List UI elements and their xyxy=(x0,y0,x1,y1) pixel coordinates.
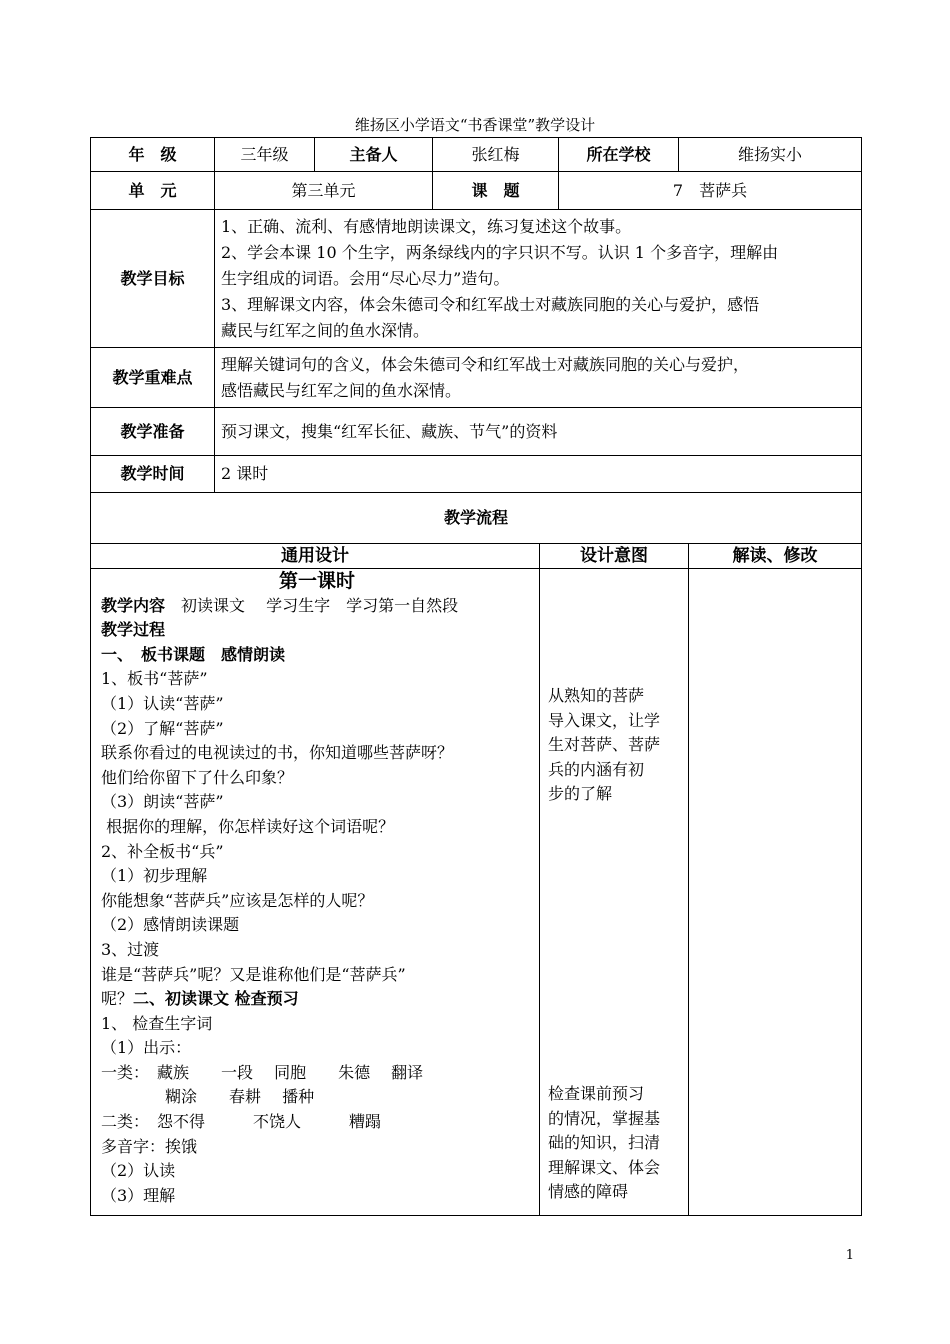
section-heading-1: 一、 板书课题 感情朗读 xyxy=(101,644,286,664)
step-line: 联系你看过的电视读过的书，你知道哪些菩萨呀？ xyxy=(101,743,454,763)
info-row-grade xyxy=(91,138,862,172)
difficulty-content xyxy=(215,348,862,408)
difficulty-line: 感悟藏民与红军之间的鱼水深情。 xyxy=(221,380,462,400)
time-value: 2 课时 xyxy=(215,456,862,493)
preparer-label: 主备人 xyxy=(315,138,433,172)
school-value: 维扬实小 xyxy=(679,138,862,172)
step-line: （2）了解“菩萨” xyxy=(101,718,224,738)
grade-value: 三年级 xyxy=(215,138,315,172)
process-label: 教学过程 xyxy=(101,620,166,640)
info-row-flow-title xyxy=(91,493,862,544)
unit-label: 单 元 xyxy=(91,172,215,210)
flow-body-row xyxy=(91,569,862,1216)
goal-line: 3、理解课文内容，体会朱德司令和红军战士对藏族同胞的关心与爱护，感悟 xyxy=(221,294,760,314)
time-label: 教学时间 xyxy=(91,456,215,493)
goal-line: 藏民与红军之间的鱼水深情。 xyxy=(221,320,430,340)
intent-note-2 xyxy=(548,1082,680,1205)
intent-line: 兵的内涵有初 xyxy=(548,759,645,779)
flow-header-row xyxy=(91,544,862,569)
info-row-time xyxy=(91,456,862,493)
general-design-cell xyxy=(91,569,540,1216)
intent-line: 导入课文，让学 xyxy=(548,710,661,730)
difficulty-line: 理解关键词句的含义，体会朱德司令和红军战士对藏族同胞的关心与爱护， xyxy=(221,354,750,374)
design-intent-cell xyxy=(540,569,689,1216)
flow-title: 教学流程 xyxy=(91,493,862,544)
goals-label: 教学目标 xyxy=(91,210,215,348)
flow-table xyxy=(90,543,862,1216)
revision-cell xyxy=(689,569,862,1216)
header-general-design: 通用设计 xyxy=(91,544,540,569)
info-table xyxy=(90,137,862,544)
intent-line: 的情况，掌握基 xyxy=(548,1108,661,1128)
goal-line: 2、学会本课 10 个生字，两条绿线内的字只识不写。认识 1 个多音字，理解由 xyxy=(221,242,779,262)
goal-line: 1、正确、流利、有感情地朗读课文，练习复述这个故事。 xyxy=(221,216,632,236)
step-line: （3）理解 xyxy=(101,1185,176,1205)
step-line: 谁是“菩萨兵”呢？又是谁称他们是“菩萨兵” xyxy=(101,964,406,984)
header-design-intent: 设计意图 xyxy=(540,544,689,569)
document-title: 维扬区小学语文“书香课堂”教学设计 xyxy=(354,116,596,134)
intent-line: 础的知识，扫清 xyxy=(548,1133,661,1153)
lesson-label: 课 题 xyxy=(433,172,559,210)
prep-label: 教学准备 xyxy=(91,408,215,456)
step-line: 二类： 怨不得 不饶人 糟蹋 xyxy=(101,1112,382,1132)
step-line: 多音字：挨饿 xyxy=(101,1136,198,1156)
step-line: （1）出示： xyxy=(101,1038,192,1058)
grade-label: 年 级 xyxy=(91,138,215,172)
goals-content xyxy=(215,210,862,348)
step-line: （1）认读“菩萨” xyxy=(101,693,224,713)
content-line xyxy=(101,594,533,619)
intent-line: 检查课前预习 xyxy=(548,1084,645,1103)
header-revision: 解读、修改 xyxy=(689,544,862,569)
unit-value: 第三单元 xyxy=(215,172,433,210)
intent-line: 生对菩萨、菩萨 xyxy=(548,735,661,755)
step-line: 一类： 藏族 一段 同胞 朱德 翻译 xyxy=(101,1062,424,1082)
preparer-value: 张红梅 xyxy=(433,138,559,172)
step-line: 糊涂 春耕 播种 xyxy=(101,1087,315,1107)
info-row-goals xyxy=(91,210,862,348)
step-line: 根据你的理解，你怎样读好这个词语呢？ xyxy=(101,816,395,836)
step-line: 2、补全板书“兵” xyxy=(101,841,224,861)
info-row-unit xyxy=(91,172,862,210)
step-line: （3）朗读“菩萨” xyxy=(101,792,224,812)
intent-line: 理解课文、体会 xyxy=(548,1157,661,1177)
step-line: 他们给你留下了什么印象？ xyxy=(101,767,294,787)
step-line: （1）初步理解 xyxy=(101,866,208,886)
step-line-prefix: 呢？ xyxy=(101,989,134,1009)
intent-note-1 xyxy=(548,684,680,807)
content-text: 初读课文 学习生字 学习第一自然段 xyxy=(165,595,459,615)
step-line xyxy=(101,987,533,1012)
intent-line: 步的了解 xyxy=(548,784,613,804)
content-label: 教学内容 xyxy=(101,595,166,615)
intent-line: 情感的障碍 xyxy=(548,1182,629,1202)
info-row-difficulty xyxy=(91,348,862,408)
page-number: 1 xyxy=(845,1248,854,1263)
step-line: 1、 检查生字词 xyxy=(101,1013,213,1033)
goal-line: 生字组成的词语。会用“尽心尽力”造句。 xyxy=(221,268,510,288)
lesson-heading: 第一课时 xyxy=(278,570,355,592)
step-line: 3、过渡 xyxy=(101,939,160,959)
difficulty-label: 教学重难点 xyxy=(91,348,215,408)
prep-value: 预习课文，搜集“红军长征、藏族、节气”的资料 xyxy=(215,408,862,456)
lesson-value: 7 菩萨兵 xyxy=(559,172,862,210)
info-row-prep xyxy=(91,408,862,456)
step-line: 1、板书“菩萨” xyxy=(101,669,208,689)
step-line: （2）感情朗读课题 xyxy=(101,915,240,935)
step-line: （2）认读 xyxy=(101,1161,176,1181)
intent-line: 从熟知的菩萨 xyxy=(548,686,645,705)
step-line: 你能想象“菩萨兵”应该是怎样的人呢？ xyxy=(101,890,374,910)
school-label: 所在学校 xyxy=(559,138,679,172)
section-heading-2: 二、初读课文 检查预习 xyxy=(133,989,299,1009)
